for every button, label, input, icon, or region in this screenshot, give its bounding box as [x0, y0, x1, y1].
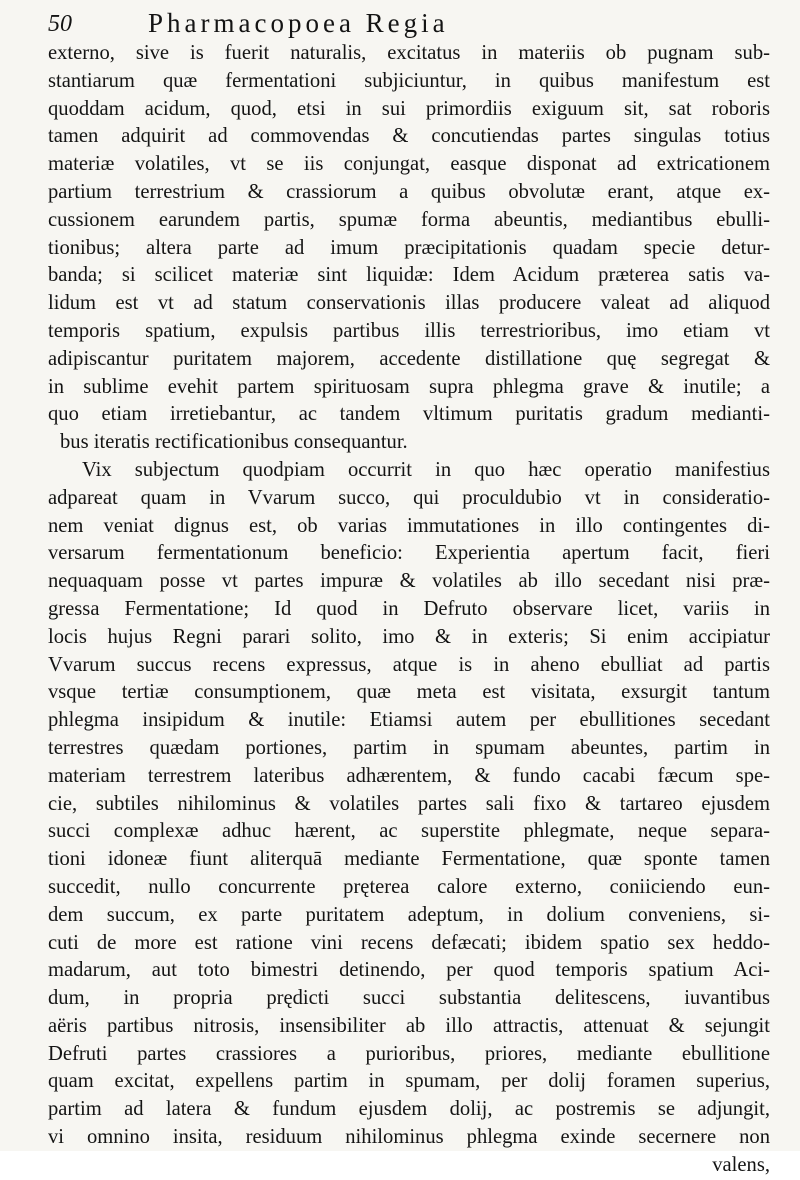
text-line: adipiscantur puritatem majorem, accedente distillatione quę segregat & [48, 347, 770, 370]
text-line: partium terrestrium & crassiorum a quibus obvolutæ erant, atque ex- [48, 180, 770, 203]
catchword: valens, [712, 1153, 770, 1176]
text-line: succedit, nullo concurrente pręterea calore externo, coniiciendo eun- [48, 875, 770, 898]
text-line: gressa Fermentatione; Id quod in Defruto observare licet, variis in [48, 597, 770, 620]
text-line: cuti de more est ratione vini recens defæcati; ibidem spatio sex heddo- [48, 931, 770, 954]
text-line: banda; si scilicet materiæ sint liquidæ: Idem Acidum præterea satis va- [48, 264, 770, 287]
text-line: Vvarum succus recens expressus, atque is in aheno ebulliat ad partis [48, 653, 770, 676]
text-line: versarum fermentationum beneficio: Experientia apertum facit, fieri [48, 542, 770, 565]
text-line: partim ad latera & fundum ejusdem dolij, ac postremis se adjungit, [48, 1098, 770, 1121]
text-line: locis hujus Regni parari solito, imo & in exteris; Si enim accipiatur [48, 625, 770, 648]
text-line: vi omnino insita, residuum nihilominus phlegma exinde secernere non [48, 1126, 770, 1149]
text-line: succi complexæ adhuc hærent, ac superstite phlegmate, neque separa- [48, 820, 770, 843]
text-line: madarum, aut toto bimestri detinendo, per quod temporis spatium Aci- [48, 959, 770, 982]
text-line: dum, in propria prędicti succi substantia delitescens, iuvantibus [48, 987, 770, 1010]
text-line: dem succum, ex parte puritatem adeptum, in dolium conveniens, si- [48, 903, 770, 926]
text-line: tionibus; altera parte ad imum præcipitationis quadam specie detur- [48, 236, 770, 259]
text-line: temporis spatium, expulsis partibus illis terrestrioribus, imo etiam vt [48, 319, 770, 342]
text-line-paragraph-start: Vix subjectum quodpiam occurrit in quo hæc operatio manifestius [82, 458, 770, 481]
text-line: nequaquam posse vt partes impuræ & volatiles ab illo secedant nisi præ- [48, 570, 770, 593]
text-line: vsque tertiæ consumptionem, quæ meta est visitata, exsurgit tantum [48, 681, 770, 704]
text-line: Defruti partes crassiores a purioribus, priores, mediante ebullitione [48, 1042, 770, 1065]
running-head [48, 4, 768, 40]
text-line: tioni idoneæ fiunt aliterquā mediante Fermentatione, quæ sponte tamen [48, 848, 770, 871]
text-line: materiæ volatiles, vt se iis conjungat, easque disponat ad extricationem [48, 153, 770, 176]
text-line: cussionem earundem partis, spumæ forma abeuntis, mediantibus ebulli- [48, 208, 770, 231]
text-line: tamen adquirit ad commovendas & concutiendas partes singulas totius [48, 125, 770, 148]
body-text [48, 40, 770, 1180]
text-line: externo, sive is fuerit naturalis, excitatus in materiis ob pugnam sub- [48, 42, 770, 64]
text-line: cie, subtiles nihilominus & volatiles partes sali fixo & tartareo ejusdem [48, 792, 770, 815]
text-line: quam excitat, expellens partim in spumam, per dolij foramen superius, [48, 1070, 770, 1093]
running-title: Pharmacopoea Regia [148, 8, 449, 38]
text-line: adpareat quam in Vvarum succo, qui proculdubio vt in consideratio- [48, 486, 770, 509]
text-line: materiam terrestrem lateribus adhærentem, & fundo cacabi fæcum spe- [48, 764, 770, 787]
text-line: quoddam acidum, quod, etsi in sui primordiis exiguum sit, sat roboris [48, 97, 770, 120]
text-line: phlegma insipidum & inutile: Etiamsi autem per ebullitiones secedant [48, 709, 770, 732]
page-number: 50 [48, 11, 72, 37]
text-line: stantiarum quæ fermentationi subjiciuntur, in quibus manifestum est [48, 69, 770, 92]
text-line: quo etiam irretiebantur, ac tandem vltimum puritatis gradum medianti- [48, 403, 770, 426]
text-line: aëris partibus nitrosis, insensibiliter ab illo attractis, attenuat & sejungit [48, 1014, 770, 1037]
text-line: nem veniat dignus est, ob varias immutationes in illo contingentes di- [48, 514, 770, 537]
text-line: in sublime evehit partem spirituosam supra phlegma grave & inutile; a [48, 375, 770, 398]
text-line: terrestres quædam portiones, partim in spumam abeuntes, partim in [48, 736, 770, 759]
text-line: lidum est vt ad statum conservationis illas producere valeat ad aliquod [48, 292, 770, 315]
text-line-paragraph-end: bus iteratis rectificationibus consequantur. [60, 431, 408, 454]
